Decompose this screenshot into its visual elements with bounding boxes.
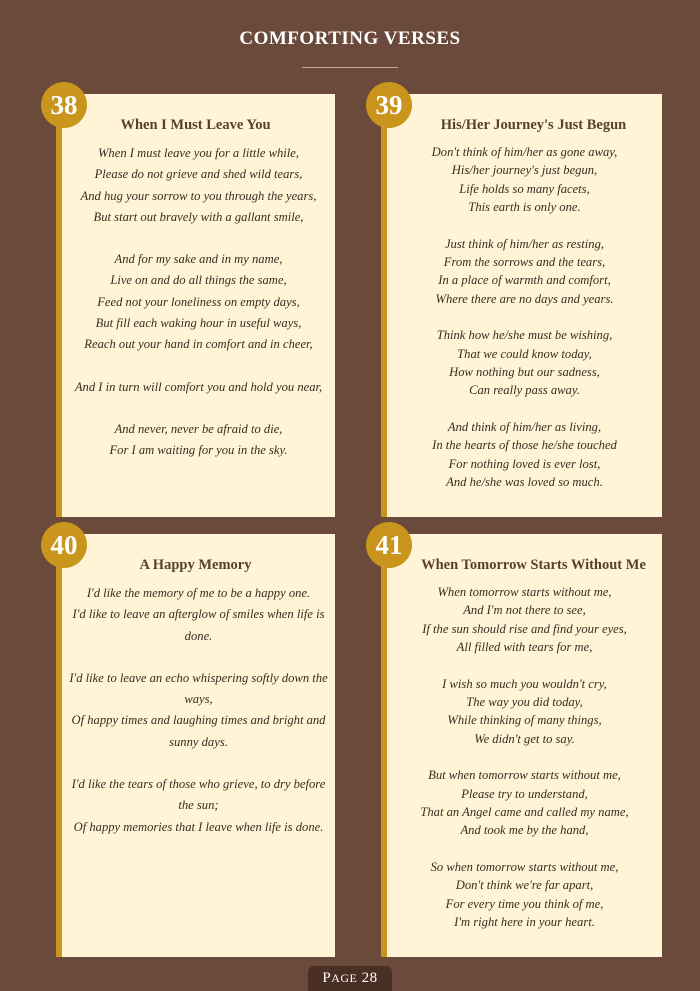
verse-line: I'm right here in your heart. [454,914,595,929]
verse-line: In the hearts of those he/she touched [432,438,617,453]
stanza [68,377,329,398]
verse-line: Of happy memories that I leave when life is done. [73,819,324,834]
verse-line: And never, never be afraid to die, [114,421,283,436]
verse-line: And I'm not there to see, [463,603,586,618]
verse-card-39 [375,90,662,517]
verse-title: When Tomorrow Starts Without Me [421,557,646,573]
verse-line: For nothing loved is ever lost, [448,456,601,471]
verse-line: And he/she was loved so much. [446,474,603,489]
verse-line: I'd like to leave an echo whispering softly down the ways, [69,670,328,707]
verse-line: From the sorrows and the tears, [443,254,606,269]
verse-number-badge: 41 [366,522,412,568]
verse-line: Don't think of him/her as gone away, [431,145,618,159]
verse-title: A Happy Memory [139,557,252,573]
verse-line: And think of him/her as living, [447,420,602,435]
verse-body [393,143,656,510]
stanza [68,419,329,462]
verse-line: That an Angel came and called my name, [420,804,629,819]
verse-line: I'd like the memory of me to be a happy one. [86,586,311,600]
verse-line: I'd like to leave an afterglow of smiles when life is done. [72,607,325,643]
verse-line: We didn't get to say. [474,731,575,746]
verse-card-38 [50,90,335,517]
verse-number-badge: 39 [366,82,412,128]
verse-line: For every time you think of me, [445,896,604,911]
verse-line: I'd like the tears of those who grieve, to dry before the sun; [71,777,326,813]
verse-line: Of happy times and laughing times and bright and sunny days. [71,713,326,749]
verse-line: And for my sake and in my name, [114,252,283,267]
verse-number-badge: 38 [41,82,87,128]
verse-line: But fill each waking hour in useful ways, [95,316,302,331]
page-label-rest: AGE [331,971,358,985]
stanza [68,143,329,228]
verse-line: His/her journey's just begun, [451,163,598,178]
page-number: 28 [361,970,378,986]
verse-line: Can really pass away. [469,383,580,398]
verse-card-40 [50,530,335,957]
verse-line: But start out bravely with a gallant smile, [93,209,304,224]
verse-line: The way you did today, [466,694,583,709]
page-label-initial: P [322,970,332,986]
stanza [393,766,656,839]
stanza [393,418,656,491]
verse-line: When I must leave you for a little while, [97,146,300,160]
verse-line: Think how he/she must be wishing, [436,328,613,343]
verse-line: So when tomorrow starts without me, [430,860,619,875]
verse-title: When I Must Leave You [120,117,271,133]
stanza [393,675,656,748]
verse-line: Just think of him/her as resting, [444,236,605,251]
verse-body [393,583,656,950]
verse-number-badge: 40 [41,522,87,568]
verse-line: And took me by the hand, [460,823,589,838]
stanza [393,583,656,656]
verse-line: Reach out your hand in comfort and in cheer, [84,337,313,352]
verse-card-41 [375,530,662,957]
verse-line: Feed not your loneliness on empty days, [97,294,300,309]
stanza [68,583,329,647]
verse-line: That we could know today, [457,346,592,361]
verse-line: While thinking of many things, [447,713,602,728]
verse-line: When tomorrow starts without me, [437,585,612,599]
page-number-tab [308,966,392,991]
verse-line: Please do not grieve and shed wild tears, [94,167,303,182]
stanza [68,668,329,753]
stanza [68,774,329,838]
page-title: COMFORTING VERSES [239,28,461,49]
verse-line: Life holds so many facets, [459,181,590,196]
stanza [393,858,656,931]
stanza [393,143,656,216]
verse-line: All filled with tears for me, [456,639,593,654]
verse-line: This earth is only one. [468,199,581,214]
verse-line: In a place of warmth and comfort, [438,273,611,288]
verse-line: Where there are no days and years. [435,291,614,306]
stanza [393,235,656,308]
verse-line: Don't think we're far apart, [455,878,594,893]
verse-line: Please try to understand, [461,786,588,801]
verse-line: And I in turn will comfort you and hold you near, [74,379,323,394]
verse-body [68,143,329,483]
verse-body [68,583,329,859]
stanza [68,249,329,355]
verse-line: And hug your sorrow to you through the years, [80,188,317,203]
stanza [393,326,656,399]
verse-title: His/Her Journey's Just Begun [440,117,627,133]
title-divider [302,67,398,68]
verse-line: If the sun should rise and find your eyes, [422,621,627,636]
verse-line: But when tomorrow starts without me, [428,768,621,783]
verse-line: How nothing but our sadness, [449,364,600,379]
verse-line: Live on and do all things the same, [110,273,287,288]
verse-line: For I am waiting for you in the sky. [109,443,288,458]
verse-line: I wish so much you wouldn't cry, [442,676,607,691]
